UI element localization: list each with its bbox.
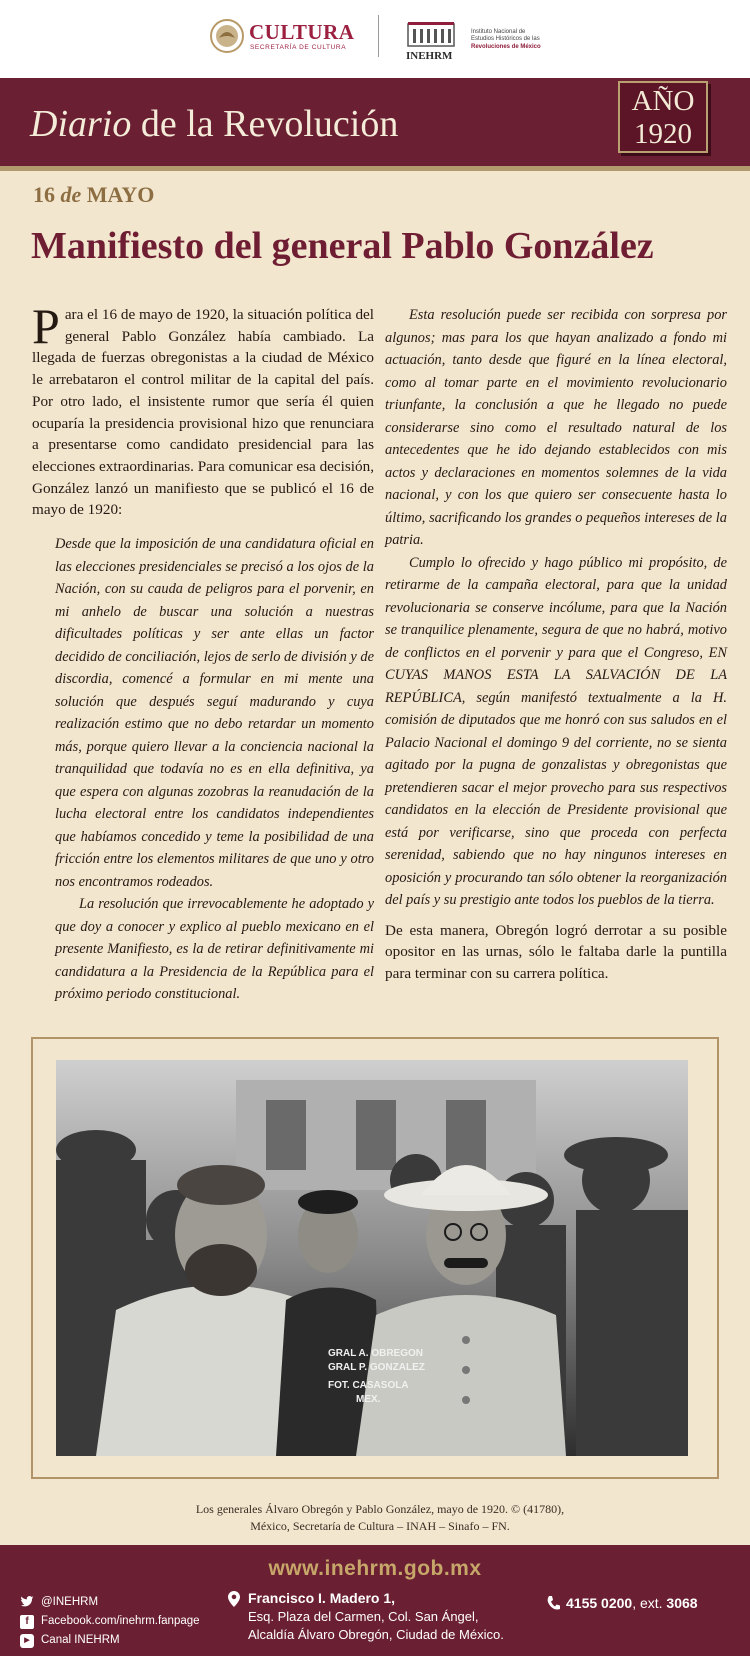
title-rest: de la Revolución xyxy=(131,103,399,145)
manifesto-quote-right xyxy=(385,304,727,912)
cultura-subtitle: SECRETARÍA DE CULTURA xyxy=(250,44,347,51)
photo-illustration xyxy=(56,1060,688,1456)
photo-inscription-2: GRAL P. GONZALEZ xyxy=(328,1362,425,1373)
intro-text: ara el 16 de mayo de 1920, la situación política del general Pablo González había cambiado. La llegada de fuerzas obregonistas a la ciudad de México le arrebataron el control militar de la capital del país. Por otro lado, el insistente rumor que sería él quien ocuparía la presidencia provisional hizo que renunciara a presentarse como candidato presidencial para las elecciones extraordinarias. Para comunicar esa decisión, González lanzó un manifiesto que se publicó el 16 de mayo de 1920: xyxy=(32,306,374,519)
title-italic: Diario xyxy=(30,103,132,145)
address-block xyxy=(248,1589,504,1644)
quote-paragraph-2: La resolución que irrevocablemente he adoptado y que doy a conocer y explico al pueblo mexicano en el presente Manifiesto, es la de retirar definitivamente mi candidatura a la Presidencia de la República para el próximo periodo constitucional. xyxy=(55,896,374,1003)
phone-icon xyxy=(546,1595,560,1611)
footer xyxy=(0,1545,750,1656)
photo-caption xyxy=(120,1501,640,1535)
article-date xyxy=(33,182,154,208)
eagle-seal-icon xyxy=(209,18,245,54)
photo-inscription-1: GRAL A. OBREGON xyxy=(328,1348,424,1359)
quote-paragraph-3: Esta resolución puede ser recibida con sorpresa por algunos; mas para los que hayan analizado a fondo mi actuación, tanto desde que figuré en la línea electoral, como al tomar parte en el movimiento revolucionario triunfante, la conclusión a que he llegado no puede considerarse sino como el resultado natural de los antecedentes que he ido dejando establecidos con mis actos y declaraciones en momentos solemnes de la vida nacional, y con los que quiero ser consecuente hasta lo último, sacrificando los grandes o pequeños intereses de la patria. xyxy=(385,307,727,548)
year-value: 1920 xyxy=(634,118,692,150)
facebook-icon: f xyxy=(20,1615,34,1629)
twitter-link[interactable] xyxy=(20,1593,200,1612)
logo-divider xyxy=(378,15,379,57)
twitter-handle: @INEHRM xyxy=(41,1596,99,1608)
historical-photo xyxy=(56,1060,688,1456)
inehrm-wordmark: INEHRM xyxy=(406,50,453,62)
youtube-icon: ▶ xyxy=(20,1634,34,1648)
publication-title xyxy=(30,102,398,146)
article-column-left xyxy=(32,298,374,1006)
quote-paragraph-1: Desde que la imposición de una candidatura oficial en las elecciones presidenciales se precisó a los ojos de la Nación, con su cauda de peligros para el porvenir, en mi anhelo de buscar una solución a nuestras dificultades políticas y ser ante ellas un factor decidido de conciliación, lejos de serlo de división y de discordia, comencé a formular en mi mente una solución que después seguí madurando y cuya realización estimo que no debo retardar un momento más, porque quiero llevar a la conciencia nacional la tranquilidad que todavía no es en ella definitiva, ya que espera con algunas zozobras la reanudación de la lucha electoral entre los candidatos independientes que habíamos concedido y teme la posibilidad de una fricción entre los elementos militares de que uno y otro nos encontramos rodeados. xyxy=(55,536,374,890)
banner-gold-rule xyxy=(0,166,750,171)
inehrm-line1: Instituto Nacional de xyxy=(471,29,526,35)
date-month: MAYO xyxy=(86,182,155,207)
logo-bar xyxy=(0,0,750,78)
address-line-3: Alcaldía Álvaro Obregón, Ciudad de México. xyxy=(248,1627,504,1642)
date-day: 16 xyxy=(33,182,55,207)
cultura-wordmark: CULTURA xyxy=(249,20,355,44)
manifesto-quote-left xyxy=(55,533,374,1006)
article-column-right xyxy=(385,304,727,985)
location-pin-icon xyxy=(228,1591,240,1607)
date-de: de xyxy=(60,182,82,207)
phone-ext: 3068 xyxy=(666,1595,698,1611)
dropcap: P xyxy=(32,298,60,354)
youtube-channel: Canal INEHRM xyxy=(41,1634,120,1646)
cultura-logo xyxy=(209,18,359,58)
inehrm-line2: Estudios Históricos de las xyxy=(471,36,540,43)
intro-paragraph xyxy=(32,298,374,521)
facebook-link[interactable] xyxy=(20,1612,200,1631)
quote-paragraph-4: Cumplo lo ofrecido y hago público mi propósito, de retirarme de la campaña electoral, para que la unidad revolucionaria se conserve incólume, para que la Nación se tranquilice plenamente, segura de que no habrá, motivo de conflictos en el porvenir y para que el Congreso, EN CUYAS MANOS ESTA LA SALVACIÓN DE LA REPÚBLICA, según manifestó textualmente a la H. comisión de diputados que me honró con sus saludos en el Palacio Nacional el domingo 9 del corriente, no se sienta agitado por la pugna de gonzalistas y obregonistas que pretendieren sacar el mejor provecho para sus respectivos candidatos en la elección de Presidente provisional que está por verificarse, sino que proceda con perfecta serenidad, sabiendo que no hay ningunos intereses en oposición y procurando tan sólo obtener la reorganización del país y su prestigio ante todos los pueblos de la tierra. xyxy=(385,554,727,908)
building-icon xyxy=(406,20,456,48)
caption-line-2: México, Secretaría de Cultura – INAH – Sinafo – FN. xyxy=(250,1519,510,1533)
twitter-icon xyxy=(20,1596,34,1610)
website-link[interactable]: www.inehrm.gob.mx xyxy=(268,1557,482,1580)
caption-line-1: Los generales Álvaro Obregón y Pablo González, mayo de 1920. © (41780), xyxy=(195,1502,565,1516)
photo-inscription-4: MEX. xyxy=(356,1394,381,1405)
address-line-2: Esq. Plaza del Carmen, Col. San Ángel, xyxy=(248,1609,479,1624)
phone-block[interactable] xyxy=(566,1595,698,1611)
year-label: AÑO xyxy=(631,85,695,117)
phone-ext-label: , ext. xyxy=(632,1595,667,1611)
youtube-link[interactable] xyxy=(20,1631,200,1650)
photo-inscription-3: FOT. CASASOLA xyxy=(328,1380,409,1391)
phone-number: 4155 0200 xyxy=(566,1595,633,1611)
facebook-url: Facebook.com/inehrm.fanpage xyxy=(41,1615,200,1627)
inehrm-logo xyxy=(406,20,556,60)
year-badge xyxy=(618,81,708,153)
inehrm-line3: Revoluciones de México xyxy=(471,43,541,50)
social-links xyxy=(20,1593,200,1650)
article-headline: Manifiesto del general Pablo González xyxy=(31,225,654,267)
inehrm-fullname xyxy=(471,29,561,51)
closing-paragraph: De esta manera, Obregón logró derrotar a su posible opositor en las urnas, sólo le faltaba darle la puntilla para terminar con su carrera política. xyxy=(385,921,727,982)
address-street: Francisco I. Madero 1, xyxy=(248,1590,396,1606)
